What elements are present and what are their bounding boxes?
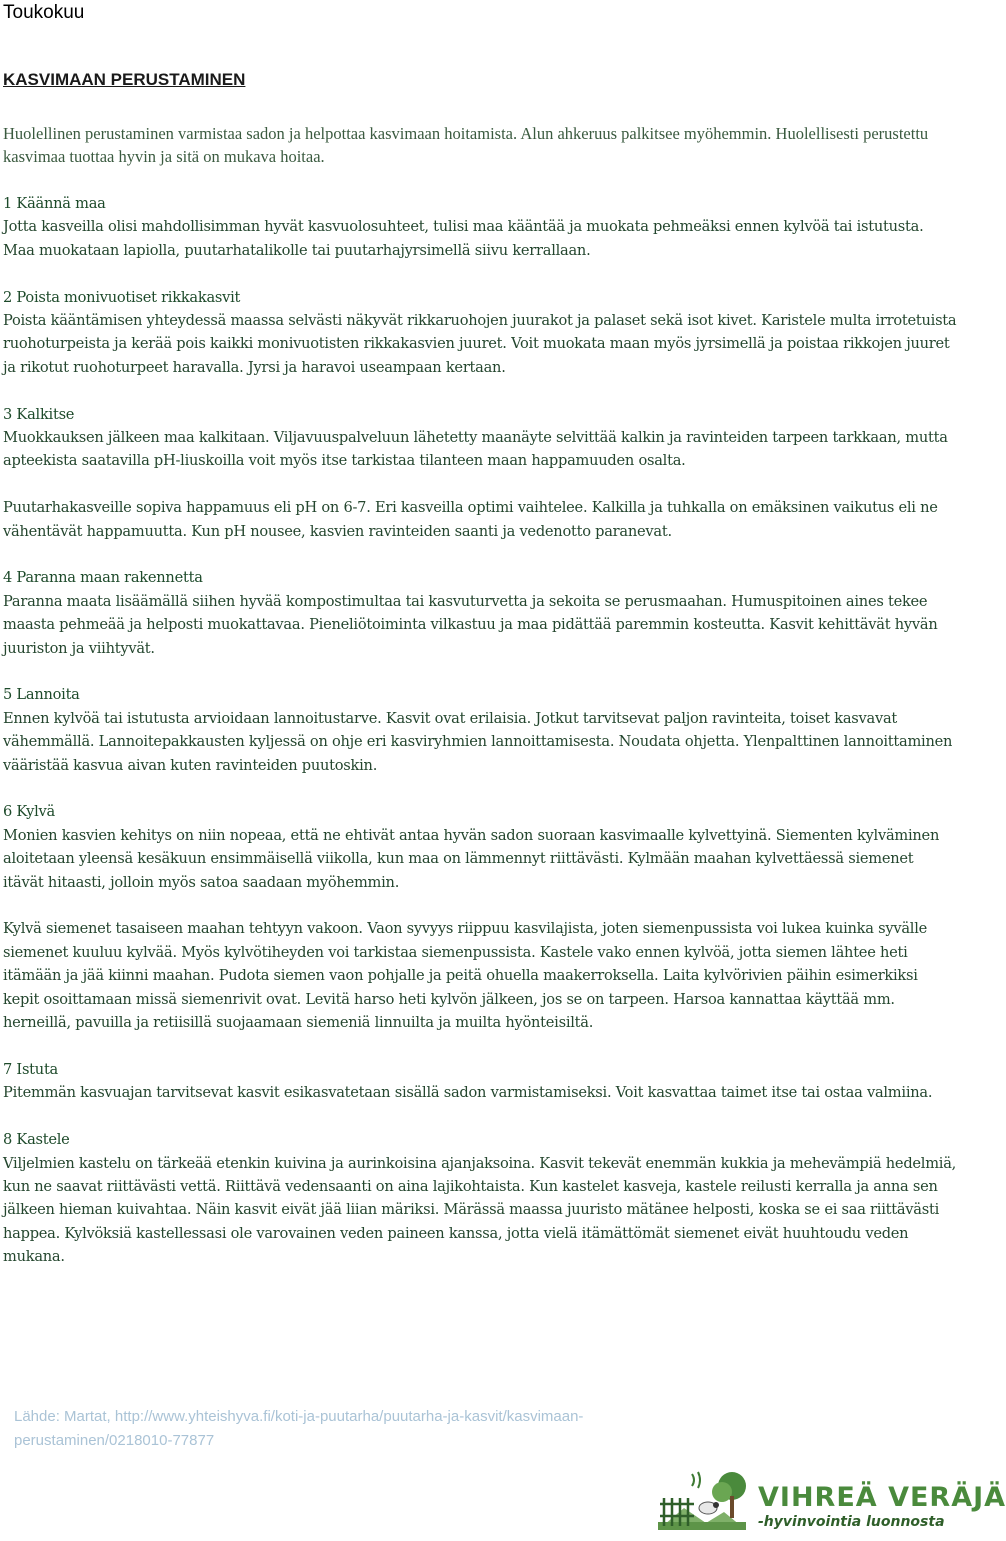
- section-heading: 2 Poista monivuotiset rikkakasvit: [3, 288, 241, 306]
- intro-paragraph: Huolellinen perustaminen varmistaa sadon ja helpottaa kasvimaan hoitamista. Alun ahkeruus palkitsee myöhemmin. Huolellisesti perustettu kasvimaa tuottaa hyvin ja sitä on mukava hoitaa.: [3, 124, 929, 166]
- section-paragraph: Jotta kasveilla olisi mahdollisimman hyvät kasvuolosuhteet, tulisi maa kääntää ja muokata pehmeäksi ennen kylvöä tai istutusta. Maa muokataan lapiolla, puutarhatalikolle tai puutarhajyrsimellä siivu kerrallaan.: [3, 218, 924, 259]
- logo: [654, 1468, 1006, 1536]
- section-heading: 7 Istuta: [3, 1060, 59, 1078]
- logo-name: VIHREÄ VERÄJÄ: [758, 1482, 1006, 1513]
- section: [3, 683, 958, 777]
- section: [3, 192, 958, 262]
- section-paragraph: Kylvä siemenet tasaiseen maahan tehtyyn vakoon. Vaon syvyys riippuu kasvilajista, joten siemenpussista voi lukea kuinka syvälle siemenet kuuluu kylvää. Myös kylvötiheyden voi tarkistaa siemenpussista. Kastele vako ennen kylvöä, jotta siemen lähtee heti itämään ja jää kiinni maahan. Pudota siemen vaon pohjalle ja peitä ohuella maakerroksella. Laita kylvörivien päihin esimerkiksi kepit osoittamaan missä siemenrivit ovat. Levitä harso heti kylvön jälkeen, jos se on tarpeen. Harsoa kannattaa käyttää mm. herneillä, pavuilla ja retiisillä suojaamaan siemeniä linnuilta ja muilta hyönteisiltä.: [3, 920, 928, 1032]
- source-citation: Lähde: Martat, http://www.yhteishyva.fi/koti-ja-puutarha/puutarha-ja-kasvit/kasvimaan-perustaminen/0218010-77877: [14, 1408, 584, 1449]
- section: [3, 1058, 958, 1105]
- section-paragraph: Muokkauksen jälkeen maa kalkitaan. Viljavuuspalveluun lähetetty maanäyte selvittää kalkin ja ravinteiden tarpeen tarkkaan, mutta apteekista saatavilla pH-liuskoilla voit myös itse tarkistaa tilanteen maan happamuuden osalta.: [3, 429, 948, 470]
- section-paragraph: Poista kääntämisen yhteydessä maassa selvästi näkyvät rikkaruohojen juurakot ja palaset sekä isot kivet. Karistele multa irrotetuista ruohoturpeista ja kerää pois kaikki monivuotisten rikkakasvien juuret. Voit muokata maan myös jyrsimellä ja poistaa rikkojen juuret ja rikotut ruohoturpeet haravalla. Jyrsi ja haravoi useampaan kertaan.: [3, 312, 957, 376]
- section: [3, 800, 958, 1034]
- section: [3, 286, 958, 380]
- section-paragraph: Viljelmien kastelu on tärkeää etenkin kuivina ja aurinkoisina ajanjaksoina. Kasvit tekevät enemmän kukkia ja mehevämpiä hedelmiä, kun ne saavat riittävästi vettä. Riittävä vedensaanti on aina lajikohtaista. Kun kastelet kasveja, kastele reilusti kerralla ja anna sen jälkeen hieman kuivahtaa. Näin kasvit eivät jää liian märiksi. Märässä maassa juuristo mätänee helposti, koska se ei saa riittävästi happea. Kylvöksiä kastellessasi ole varovainen veden paineen kanssa, jotta vielä itämättömät siemenet eivät huuhtoudu veden mukana.: [3, 1154, 957, 1266]
- sections-container: [3, 192, 958, 1292]
- section: [3, 403, 958, 543]
- section-paragraph: Paranna maata lisäämällä siihen hyvää kompostimultaa tai kasvuturvetta ja sekoita se perusmaahan. Humuspitoinen aines tekee maasta pehmeää ja helposti muokattavaa. Pieneliötoiminta vilkastuu ja maa pidättää paremmin kosteutta. Kasvit kehittävät hyvän juuriston ja viihtyvät.: [3, 592, 938, 657]
- section-heading: 6 Kylvä: [3, 803, 55, 821]
- section-paragraph: Monien kasvien kehitys on niin nopeaa, että ne ehtivät antaa hyvän sadon suoraan kasvimaalle kylvettyinä. Siementen kylväminen aloitetaan yleensä kesäkuun ensimmäisellä viikolla, kun maa on lämmennyt riittävästi. Kylmään maahan kylvettäessä siemenet itävät hitaasti, jolloin myös satoa saadaan myöhemmin.: [3, 826, 940, 891]
- section-heading: 3 Kalkitse: [3, 405, 75, 423]
- page-title: KASVIMAAN PERUSTAMINEN: [3, 70, 246, 89]
- section-paragraph: Pitemmän kasvuajan tarvitsevat kasvit esikasvatetaan sisällä sadon varmistamiseksi. Voit kasvattaa taimet itse tai ostaa valmiina.: [3, 1084, 933, 1102]
- logo-tagline: -hyvinvointia luonnosta: [758, 1514, 945, 1530]
- section-paragraph: Ennen kylvöä tai istutusta arvioidaan lannoitustarve. Kasvit ovat erilaisia. Jotkut tarvitsevat paljon ravinteita, toiset kasvavat vähemmällä. Lannoitepakkausten kyljessä on ohje eri kasviryhmien lannoittamisesta. Noudata ohjetta. Ylenpalttinen lannoittaminen vääristää kasvua aivan kuten ravinteiden puutoskin.: [3, 709, 953, 774]
- garden-illustration-icon: [654, 1468, 750, 1534]
- section: [3, 566, 958, 660]
- section: [3, 1128, 958, 1268]
- section-heading: 4 Paranna maan rakennetta: [3, 569, 203, 587]
- section-paragraph: Puutarhakasveille sopiva happamuus eli pH on 6-7. Eri kasveilla optimi vaihtelee. Kalkilla ja tuhkalla on emäksinen vaikutus eli ne vähentävät happamuutta. Kun pH nousee, kasvien ravinteiden saanti ja vedenotto paranevat.: [3, 499, 938, 540]
- section-heading: 5 Lannoita: [3, 686, 80, 704]
- month-label: Toukokuu: [3, 2, 85, 23]
- section-heading: 1 Käännä maa: [3, 195, 106, 212]
- section-heading: 8 Kastele: [3, 1131, 70, 1149]
